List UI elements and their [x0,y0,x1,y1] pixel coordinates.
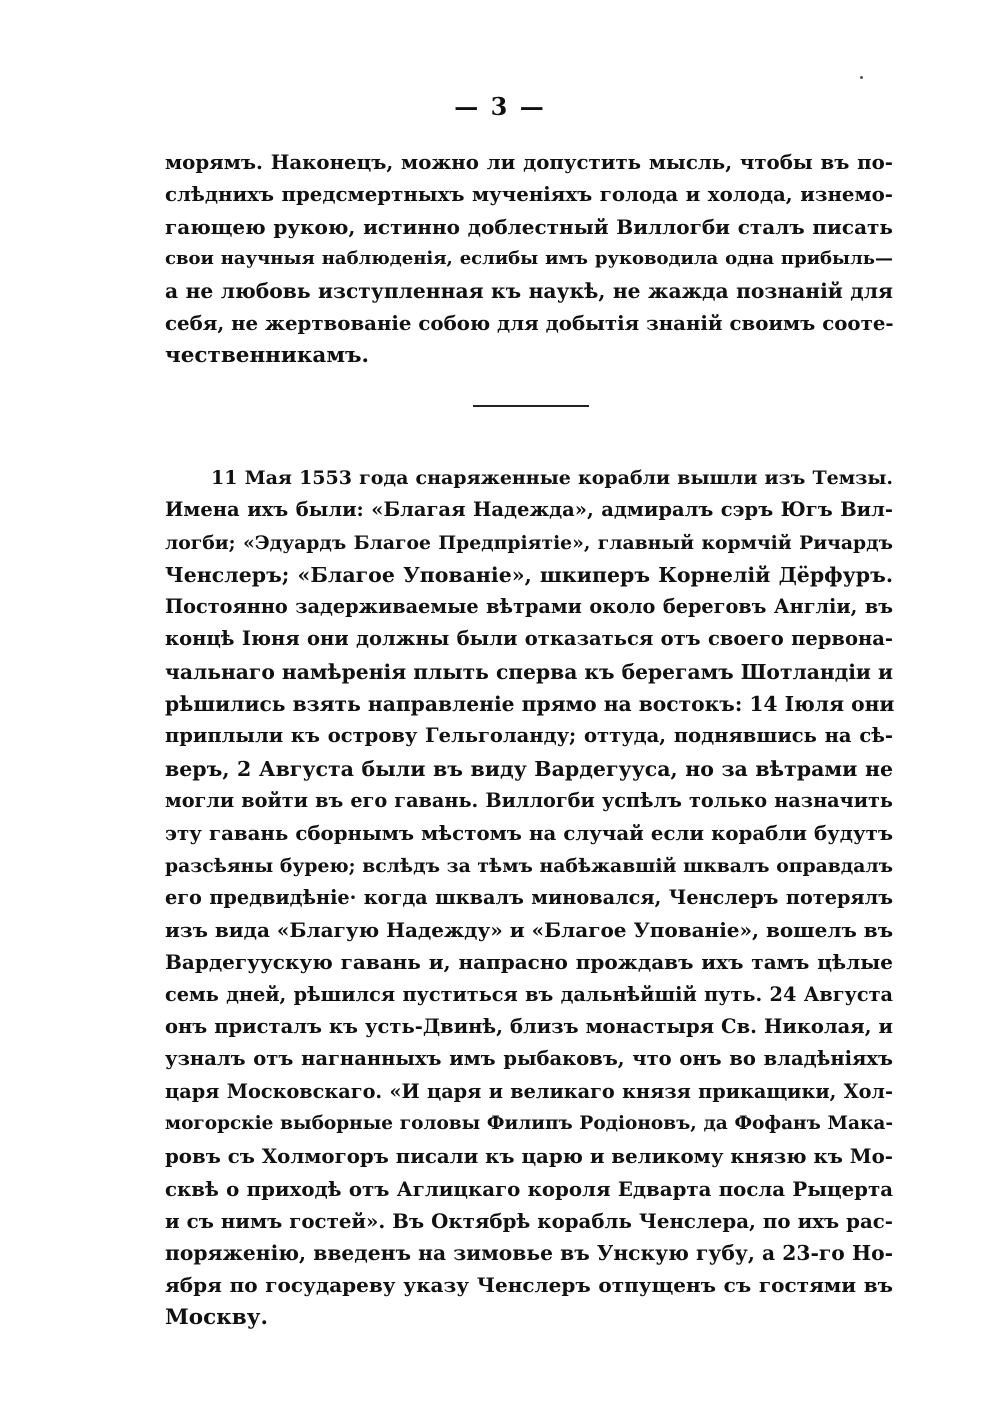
text-line: себя, не жертвованіе собою для добытія знаній своимъ сооте- [165,311,894,336]
text-line: царя Московскаго. «И царя и великаго князя прикащики, Хол- [165,1079,893,1103]
text-line: Постоянно задерживаемые вѣтрами около береговъ Англіи, въ [165,595,893,619]
text-line: сквѣ о приходѣ отъ Аглицкаго короля Едварта посла Рыцерта [165,1176,893,1201]
print-speck [860,76,863,79]
page-number: — 3 — [454,92,546,121]
text-line: Имена ихъ были: «Благая Надежда», адмиралъ сэръ Югъ Вил- [165,498,893,522]
text-line: морямъ. Наконецъ, можно ли допустить мысль, чтобы въ по- [165,150,893,174]
text-line: Ченслеръ; «Благое Упованіе», шкиперъ Корнелій Дёрфуръ. [165,562,893,587]
text-line: 11 Мая 1553 года снаряженные корабли вышли изъ Темзы. [211,467,893,489]
text-line: ября по государеву указу Ченслеръ отпущенъ съ гостями въ [165,1273,893,1298]
text-line: разсѣяны бурею; вслѣдъ за тѣмъ набѣжавшій шквалъ оправдалъ [165,854,893,877]
text-line: узналъ отъ нагнанныхъ имъ рыбаковъ, что онъ во владѣніяхъ [165,1047,893,1071]
paragraph-2 [165,462,893,1334]
text-line: свои научныя наблюденія, еслибы имъ руководила одна прибыль— [165,247,893,269]
text-line: поряженію, введенъ на зимовье въ Унскую губу, а 23-го Но- [165,1241,893,1266]
text-line: слѣднихъ предсмертныхъ мученіяхъ голода и холода, изнемо- [165,182,893,207]
text-line: логби; «Эдуардъ Благое Предпріятіе», главный кормчій Ричардъ [165,531,893,554]
text-line: веръ, 2 Августа были въ виду Вардегууса, но за вѣтрами не [165,756,893,781]
text-line: ровъ съ Холмогоръ писали къ царю и великому князю къ Мо- [165,1144,893,1169]
text-line: гающею рукою, истинно доблестный Виллогби сталъ писать [165,214,893,239]
section-divider [473,405,589,407]
text-line: изъ вида «Благую Надежду» и «Благое Упованіе», вошелъ въ [165,918,894,943]
text-line: рѣшились взять направленіе прямо на востокъ: 14 Іюля они [165,692,895,717]
text-line: семь дней, рѣшился пуститься въ дальнѣйшій путь. 24 Августа [165,982,893,1006]
text-line: его предвидѣніе· когда шквалъ миновался, Ченслеръ потерялъ [165,885,893,909]
text-line: эту гавань сборнымъ мѣстомъ на случай если корабли будутъ [165,821,893,846]
text-line: чальнаго намѣренія плыть сперва къ берегамъ Шотландіи и [165,659,893,684]
text-line: и съ нимъ гостей». Въ Октябрѣ корабль Ченслера, по ихъ рас- [165,1208,893,1233]
text-line: могорскіе выборные головы Филипъ Родіоновъ, да Фофанъ Мака- [165,1112,893,1134]
text-line: онъ присталъ къ усть-Двинѣ, близъ монастыря Св. Николая, и [165,1015,893,1039]
text-line: могли войти въ его гавань. Виллогби успѣлъ только назначить [165,788,893,812]
text-line: а не любовь изступленная къ наукѣ, не жажда познаній для [165,279,893,304]
text-line: Москву. [165,1304,268,1330]
paragraph-1 [165,146,893,372]
text-line: Вардегуускую гавань и, напрасно прождавъ ихъ тамъ цѣлые [165,950,893,975]
text-line: приплыли къ острову Гельголанду; оттуда, поднявшись на сѣ- [165,724,893,748]
text-line: концѣ Іюня они должны были отказаться отъ своего первона- [165,627,893,651]
text-line: чественникамъ. [165,342,369,368]
